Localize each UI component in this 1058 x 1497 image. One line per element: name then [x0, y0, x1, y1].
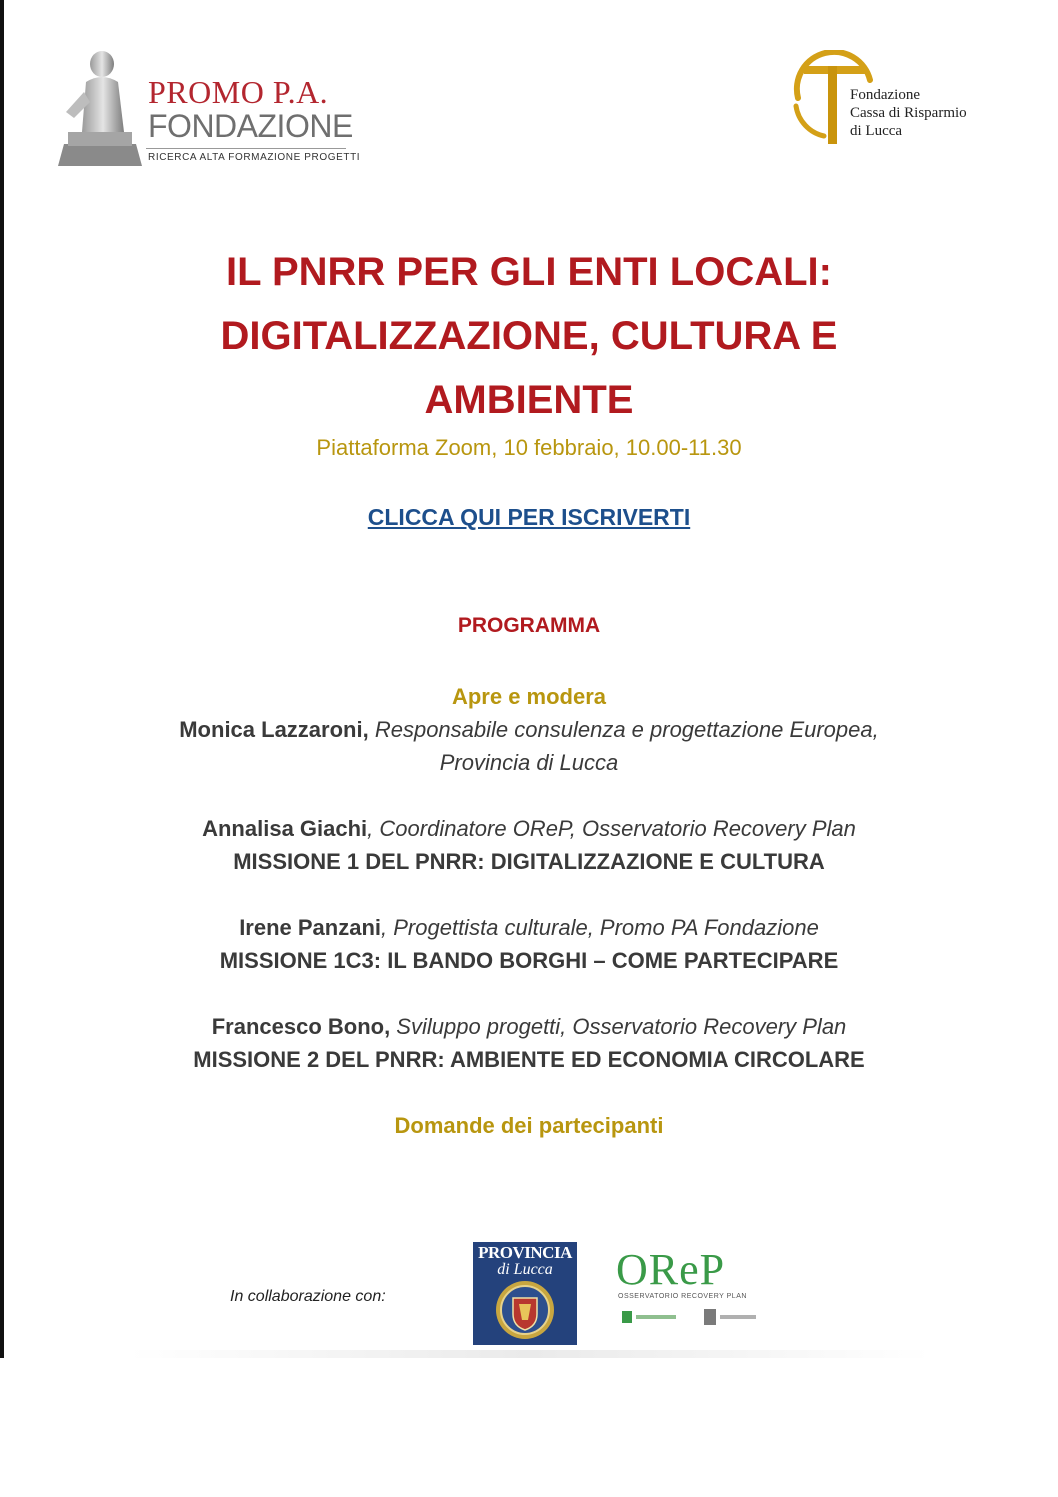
closing-label: Domande dei partecipanti	[394, 1113, 664, 1138]
speaker-3-name: Francesco Bono,	[211, 1014, 391, 1039]
fondazione-crl-logo	[790, 50, 1020, 150]
promo-pa-logo	[50, 48, 361, 170]
event-content	[0, 240, 1058, 1142]
promo-logo-tagline: RICERCA ALTA FORMAZIONE PROGETTI	[148, 152, 361, 163]
event-title-line-3: AMBIENTE	[424, 378, 634, 422]
moderator-role: Responsabile consulenza e progettazione Europea,	[368, 717, 879, 742]
collaboration-label: In collaborazione con:	[230, 1288, 386, 1305]
orep-logo-wordmark: OReP	[616, 1245, 726, 1294]
speaker-1-name: Annalisa Giachi	[202, 816, 368, 841]
opening-label: Apre e modera	[451, 684, 607, 709]
speaker-1-topic: MISSIONE 1 DEL PNRR: DIGITALIZZAZIONE E CULTURA	[233, 849, 825, 874]
speaker-3-role: Sviluppo progetti, Osservatorio Recovery Plan	[390, 1014, 847, 1039]
speaker-3-topic: MISSIONE 2 DEL PNRR: AMBIENTE ED ECONOMIA CIRCOLARE	[193, 1047, 865, 1072]
promo-logo-subtitle: FONDAZIONE	[148, 108, 353, 144]
event-title-line-1: IL PNRR PER GLI ENTI LOCALI:	[226, 250, 832, 294]
provincia-seal-icon	[495, 1280, 555, 1340]
partner-marks-icon	[620, 1307, 760, 1327]
speaker-2-topic: MISSIONE 1C3: IL BANDO BORGHI – COME PARTECIPARE	[219, 948, 839, 973]
speaker-2-role: , Progettista culturale, Promo PA Fondazione	[381, 915, 819, 940]
speaker-1-role: , Coordinatore OReP, Osservatorio Recovery Plan	[367, 816, 856, 841]
moderator-name: Monica Lazzaroni,	[179, 717, 369, 742]
moderator-org: Provincia di Lucca	[439, 750, 619, 775]
statue-icon	[54, 48, 146, 168]
speaker-2-name: Irene Panzani	[239, 915, 382, 940]
provincia-lucca-logo	[473, 1242, 577, 1345]
speaker-3-line	[0, 1010, 1058, 1043]
fcrl-line-2: Cassa di Risparmio	[850, 105, 967, 121]
promo-logo-divider	[146, 148, 346, 149]
event-details: Piattaforma Zoom, 10 febbraio, 10.00-11.30	[316, 435, 742, 460]
register-link[interactable]: CLICCA QUI PER ISCRIVERTI	[367, 504, 691, 530]
speaker-2-line	[0, 911, 1058, 944]
event-title	[0, 240, 1058, 432]
event-title-line-2: DIGITALIZZAZIONE, CULTURA E	[220, 314, 838, 358]
fcrl-line-1: Fondazione	[850, 87, 920, 103]
fcrl-line-3: di Lucca	[850, 123, 903, 139]
footer-faint-strip	[130, 1350, 930, 1358]
orep-logo	[614, 1247, 760, 1327]
moderator-line	[0, 713, 1058, 746]
provincia-logo-line-2: di Lucca	[497, 1261, 553, 1278]
speaker-1-line	[0, 812, 1058, 845]
programma-heading: PROGRAMMA	[457, 614, 601, 637]
promo-logo-title: PROMO P.A.	[148, 74, 329, 110]
provincia-logo-text	[473, 1242, 577, 1278]
orep-logo-tagline: OSSERVATORIO RECOVERY PLAN	[618, 1293, 747, 1300]
fondazione-crl-name	[850, 86, 967, 140]
agenda	[0, 680, 1058, 1142]
provincia-logo-line-1: PROVINCIA	[478, 1243, 572, 1262]
